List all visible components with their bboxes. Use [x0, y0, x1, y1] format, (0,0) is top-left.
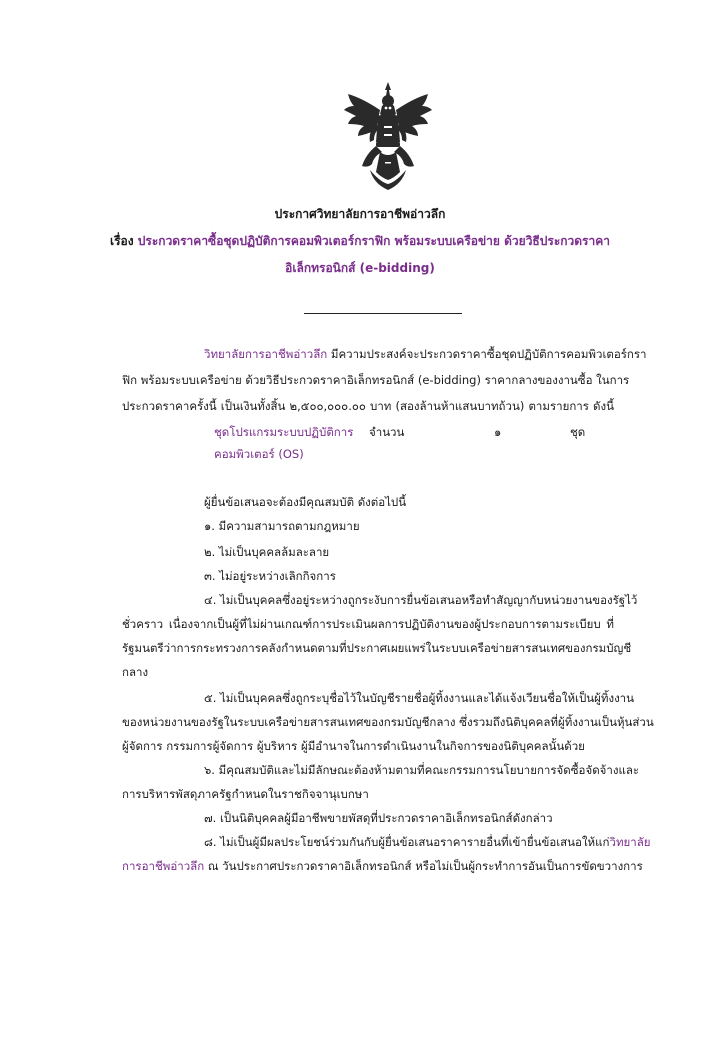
qualification-8-line-2-text: ณ วันประกาศประกวดราคาอิเล็กทรอนิกส์ หรือไม่เป็นผู้กระทำการอันเป็นการขัดขวางการ	[207, 859, 643, 873]
subject-line-1	[0, 232, 720, 251]
intro-line-3: ประกวดราคาครั้งนี้ เป็นเงินทั้งสิ้น ๒,๕๐๐,๐๐๐.๐๐ บาท (สองล้านห้าแสนบาทถ้วน) ตามรายการ ดังนี้	[122, 399, 614, 413]
qualification-6-line-2: การบริหารพัสดุภาครัฐกำหนดในราชกิจจานุเบกษา	[122, 787, 369, 801]
subject-label: เรื่อง	[109, 234, 134, 248]
qualification-8-line-1	[204, 834, 651, 850]
subject-text-1: ประกวดราคาซื้อชุดปฏิบัติการคอมพิวเตอร์กราฟิก พร้อมระบบเครือข่าย ด้วยวิธีประกวดราคา	[137, 234, 611, 248]
intro-line-2: ฟิก พร้อมระบบเครือข่าย ด้วยวิธีประกวดราคาอิเล็กทรอนิกส์ (e-bidding) ราคากลางของงานซื้อ ในการ	[122, 373, 630, 387]
qualification-4-line-2: ชั่วคราว เนื่องจากเป็นผู้ที่ไม่ผ่านเกณฑ์การประเมินผลการปฏิบัติงานของผู้ประกอบการตามระเบียบ ที่	[122, 617, 614, 631]
announcement-title: ประกาศวิทยาลัยการอาชีพอ่าวลึก	[274, 207, 446, 221]
subject-line-2: อิเล็กทรอนิกส์ (e-bidding)	[285, 261, 435, 275]
item-unit: ชุด	[570, 425, 586, 439]
garuda-emblem-icon	[340, 80, 436, 192]
item-name-line-1: ชุดโปรแกรมระบบปฏิบัติการ	[214, 425, 354, 439]
title-divider	[304, 313, 462, 314]
qualification-8-org-part-1: วิทยาลัย	[609, 835, 651, 849]
qualification-8-line-2	[122, 858, 643, 874]
qualification-4-line-3: รัฐมนตรีว่าการกระทรวงการคลังกำหนดตามที่ประกาศเผยแพร่ในระบบเครือข่ายสารสนเทศของกรมบัญชี	[122, 641, 632, 655]
qualification-7: ๗. เป็นนิติบุคคลผู้มีอาชีพขายพัสดุที่ประกวดราคาอิเล็กทรอนิกส์ดังกล่าว	[204, 811, 553, 825]
qualification-6-line-1: ๖. มีคุณสมบัติและไม่มีลักษณะต้องห้ามตามที่คณะกรรมการนโยบายการจัดซื้อจัดจ้างและ	[204, 763, 640, 777]
item-qty-label: จำนวน	[369, 425, 405, 439]
intro-line-1	[204, 346, 647, 362]
qualification-2: ๒. ไม่เป็นบุคคลล้มละลาย	[204, 545, 330, 559]
qualification-1: ๑. มีความสามารถตามกฎหมาย	[204, 519, 360, 533]
qualification-5-line-1: ๕. ไม่เป็นบุคคลซึ่งถูกระบุชื่อไว้ในบัญชีรายชื่อผู้ทิ้งงานและได้แจ้งเวียนชื่อให้เป็นผู้ทิ้งงาน	[204, 691, 634, 705]
qualification-4-line-1: ๔. ไม่เป็นบุคคลซึ่งอยู่ระหว่างถูกระงับการยื่นข้อเสนอหรือทำสัญญากับหน่วยงานของรัฐไว้	[204, 593, 638, 607]
qualification-3: ๓. ไม่อยู่ระหว่างเลิกกิจการ	[204, 569, 336, 583]
qualification-5-line-3: ผู้จัดการ กรรมการผู้จัดการ ผู้บริหาร ผู้มีอำนาจในการดำเนินงานในกิจการของนิติบุคคลนั้นด้วย	[122, 739, 585, 753]
qualification-8-org-part-2: การอาชีพอ่าวลึก	[122, 859, 205, 873]
qualification-8-line-1-text: ๘. ไม่เป็นผู้มีผลประโยชน์ร่วมกันกับผู้ยื่นข้อเสนอราคารายอื่นที่เข้ายื่นข้อเสนอให้แก่	[204, 835, 610, 849]
intro-line-1-rest: มีความประสงค์จะประกวดราคาซื้อชุดปฏิบัติการคอมพิวเตอร์กรา	[330, 347, 647, 361]
org-name: วิทยาลัยการอาชีพอ่าวลึก	[204, 347, 328, 361]
item-name-line-2: คอมพิวเตอร์ (OS)	[214, 447, 304, 461]
qualifications-heading: ผู้ยื่นข้อเสนอจะต้องมีคุณสมบัติ ดังต่อไปนี้	[204, 495, 407, 509]
qualification-4-line-4: กลาง	[122, 665, 149, 679]
item-qty: ๑	[494, 425, 502, 439]
qualification-5-line-2: ของหน่วยงานของรัฐในระบบเครือข่ายสารสนเทศของกรมบัญชีกลาง ซึ่งรวมถึงนิติบุคคลที่ผู้ทิ้งงานเป็นหุ้นส่วน	[122, 715, 654, 729]
